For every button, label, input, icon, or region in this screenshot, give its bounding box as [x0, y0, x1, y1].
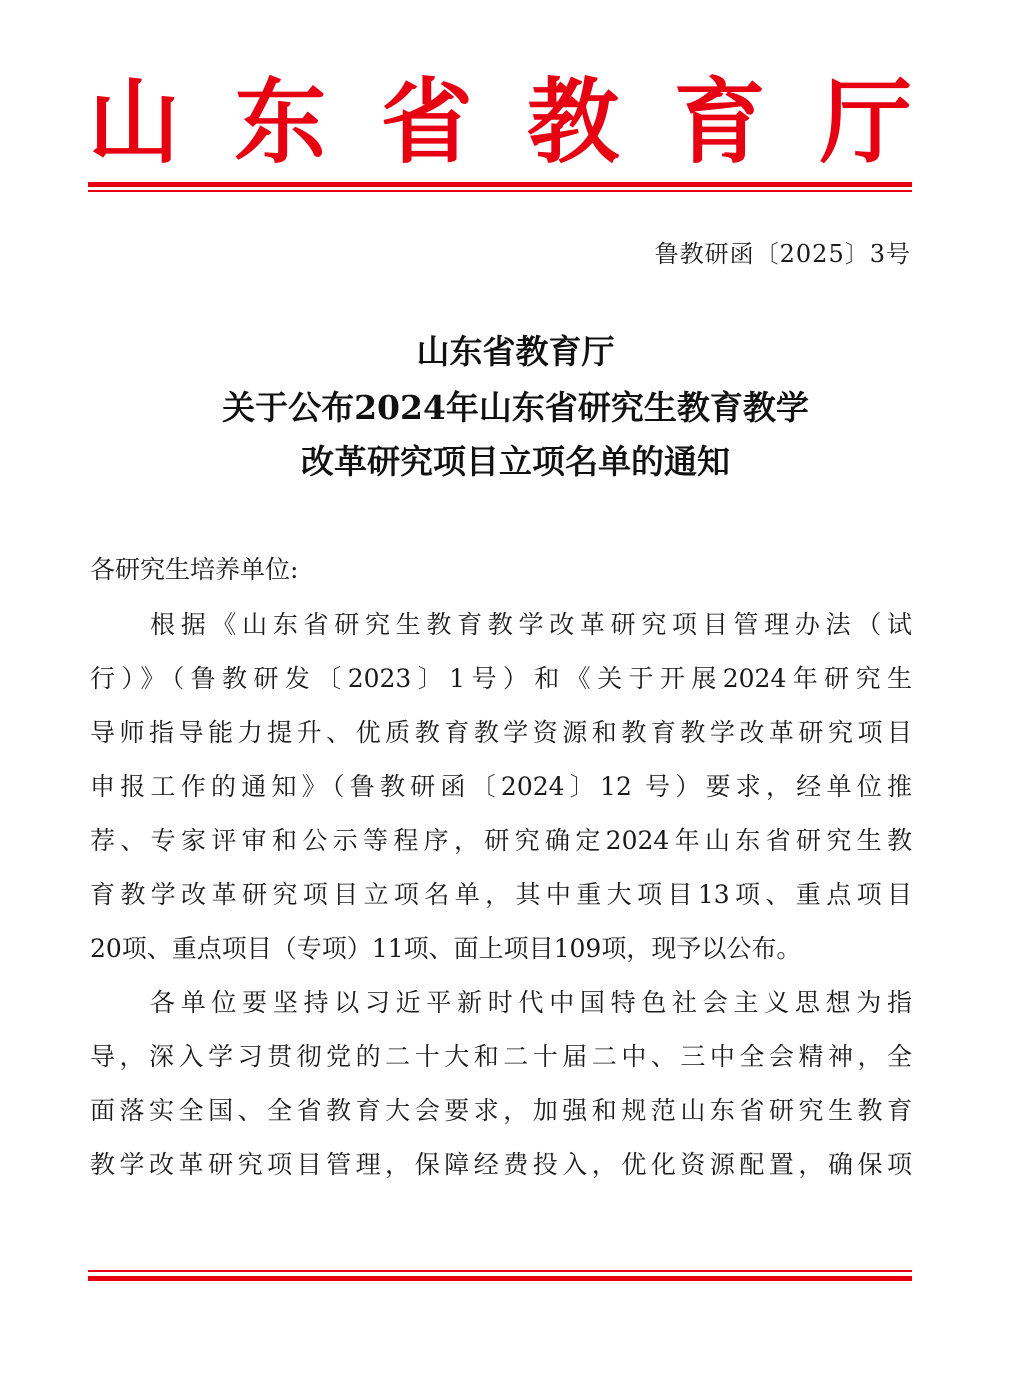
letterhead-char: 厅: [819, 68, 912, 176]
paragraph-1-line: 荐、专家评审和公示等程序，研究确定2024年山东省研究生教: [90, 826, 912, 855]
paragraph-2-line: 面落实全国、全省教育大会要求，加强和规范山东省研究生教育: [90, 1096, 912, 1125]
footer-rule-thin: [88, 1270, 912, 1272]
paragraph-1-line: 行）》（鲁教研发〔2023〕1号）和《关于开展2024年研究生: [90, 664, 912, 693]
paragraph-2-line: 教学改革研究项目管理，保障经费投入，优化资源配置，确保项: [90, 1150, 912, 1179]
paragraph-1-line: 育教学改革研究项目立项名单，其中重大项目13项、重点项目: [90, 880, 912, 909]
title-line-2: 关于公布2024年山东省研究生教育教学: [222, 388, 809, 427]
letterhead-char: 育: [673, 68, 766, 176]
paragraph-1-line: 根据《山东省研究生教育教学改革研究项目管理办法（试: [150, 610, 912, 639]
paragraph-2-line: 导，深入学习贯彻党的二十大和二十届二中、三中全会精神，全: [90, 1042, 912, 1071]
letterhead-title: [88, 68, 912, 176]
title-line-1: 山东省教育厅: [416, 332, 615, 371]
document-number: 鲁教研函〔2025〕3号: [654, 240, 911, 268]
letterhead-rule-thick: [88, 182, 912, 187]
letterhead-rule-thin: [88, 190, 912, 192]
letterhead-char: 教: [527, 68, 620, 176]
title-line-3: 改革研究项目立项名单的通知: [301, 442, 730, 481]
letterhead-char: 山: [88, 68, 181, 176]
paragraph-1-line: 导师指导能力提升、优质教育教学资源和教育教学改革研究项目: [90, 718, 912, 747]
letterhead-char: 东: [234, 68, 327, 176]
letterhead-char: 省: [380, 68, 473, 176]
paragraph-1-line: 申报工作的通知》（鲁教研函〔2024〕12 号）要求，经单位推: [90, 772, 912, 801]
footer-rule-thick: [88, 1276, 912, 1281]
salutation: 各研究生培养单位:: [90, 555, 299, 584]
paragraph-1-line: 20项、重点项目（专项）11项、面上项目109项，现予以公布。: [90, 934, 802, 963]
paragraph-2-line: 各单位要坚持以习近平新时代中国特色社会主义思想为指: [150, 988, 912, 1017]
